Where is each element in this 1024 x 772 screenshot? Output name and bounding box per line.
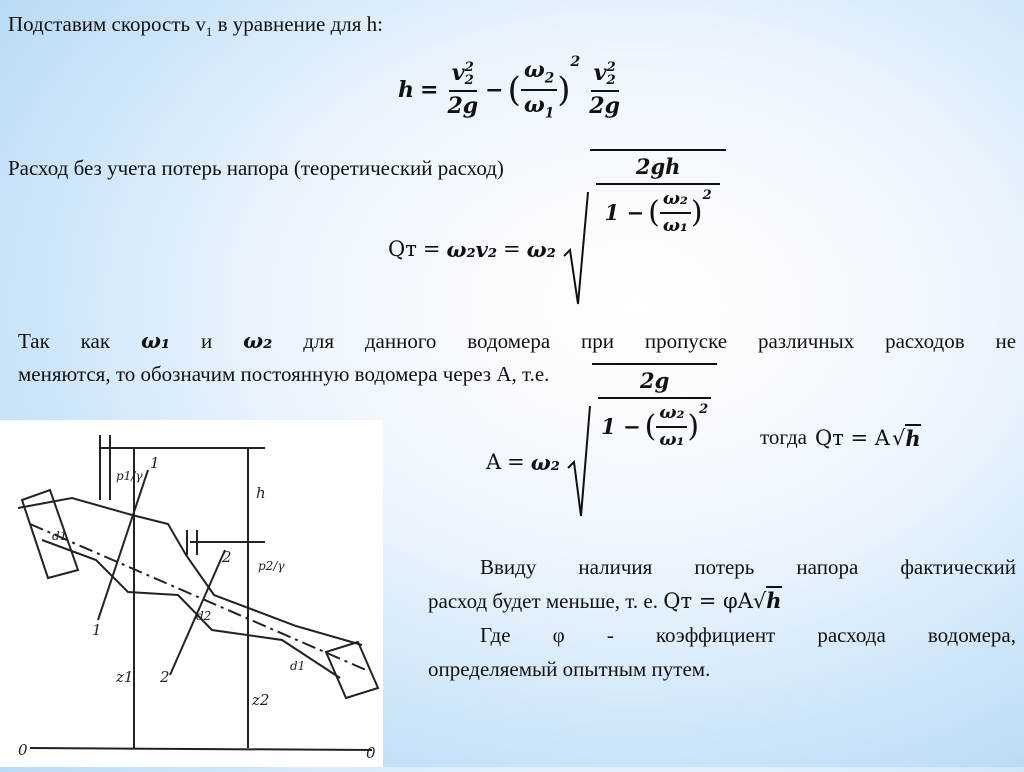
label-z1: z1: [116, 668, 134, 686]
paragraph-actual-flow: Ввиду наличия потерь напора фактический расход будет меньше, т. е. Qт = φA√h Где φ - коэффициент расхода водомера, определяемый опытным путем.: [428, 555, 1016, 681]
paragraph-constants: Так как ω₁ и ω₂ для данного водомера при пропуске различных расходов не: [18, 328, 1017, 353]
label-z2: z2: [252, 691, 270, 709]
venturi-meter-diagram: [0, 420, 383, 767]
label-d2: d2: [196, 609, 212, 623]
togda-expression: тогда Qт = A √ h: [760, 425, 921, 451]
intro-line: Подставим скорость $v_1$ в уравнение для h:: [8, 12, 384, 40]
equation-q: Qт = ω₂v₂ = ω₂ 2gh 1 − ( $\frac{\text{ω₂}}{\text{ω₁}}$ ) 2: [388, 190, 726, 308]
sqrt-sign-icon: [562, 190, 590, 308]
label-h: h: [256, 484, 266, 502]
label-p1-gamma: p1/γ: [116, 469, 143, 483]
venturi-diagram: [0, 420, 383, 767]
equation-a: A = ω₂ 2g 1 − ( $\frac{\text{ω₂}}{\text{ω₁}}$ ) 2: [486, 404, 717, 520]
label-datum-right: 0: [366, 744, 376, 762]
paragraph-constants-line2: меняются, то обозначим постоянную водомера через A, т.е.: [18, 362, 550, 386]
label-section-1-bottom: 1: [92, 621, 102, 639]
label-d1-left: d1: [52, 529, 68, 543]
label-section-2-bottom: 2: [160, 668, 170, 686]
label-section-1-top: 1: [150, 454, 160, 472]
theoretical-flow-heading: Расход без учета потерь напора (теоретический расход): [8, 156, 504, 180]
label-d1-right: d1: [290, 659, 306, 673]
label-p2-gamma: p2/γ: [258, 559, 285, 573]
label-section-2-top: 2: [222, 548, 232, 566]
label-datum-left: 0: [18, 741, 28, 759]
sqrt-sign-icon: [566, 404, 592, 520]
equation-h: h = v 2 2 2g − ( $\frac{\omega_2}{\omega_1}$ ) 2 v 2 2 2g: [398, 54, 620, 122]
